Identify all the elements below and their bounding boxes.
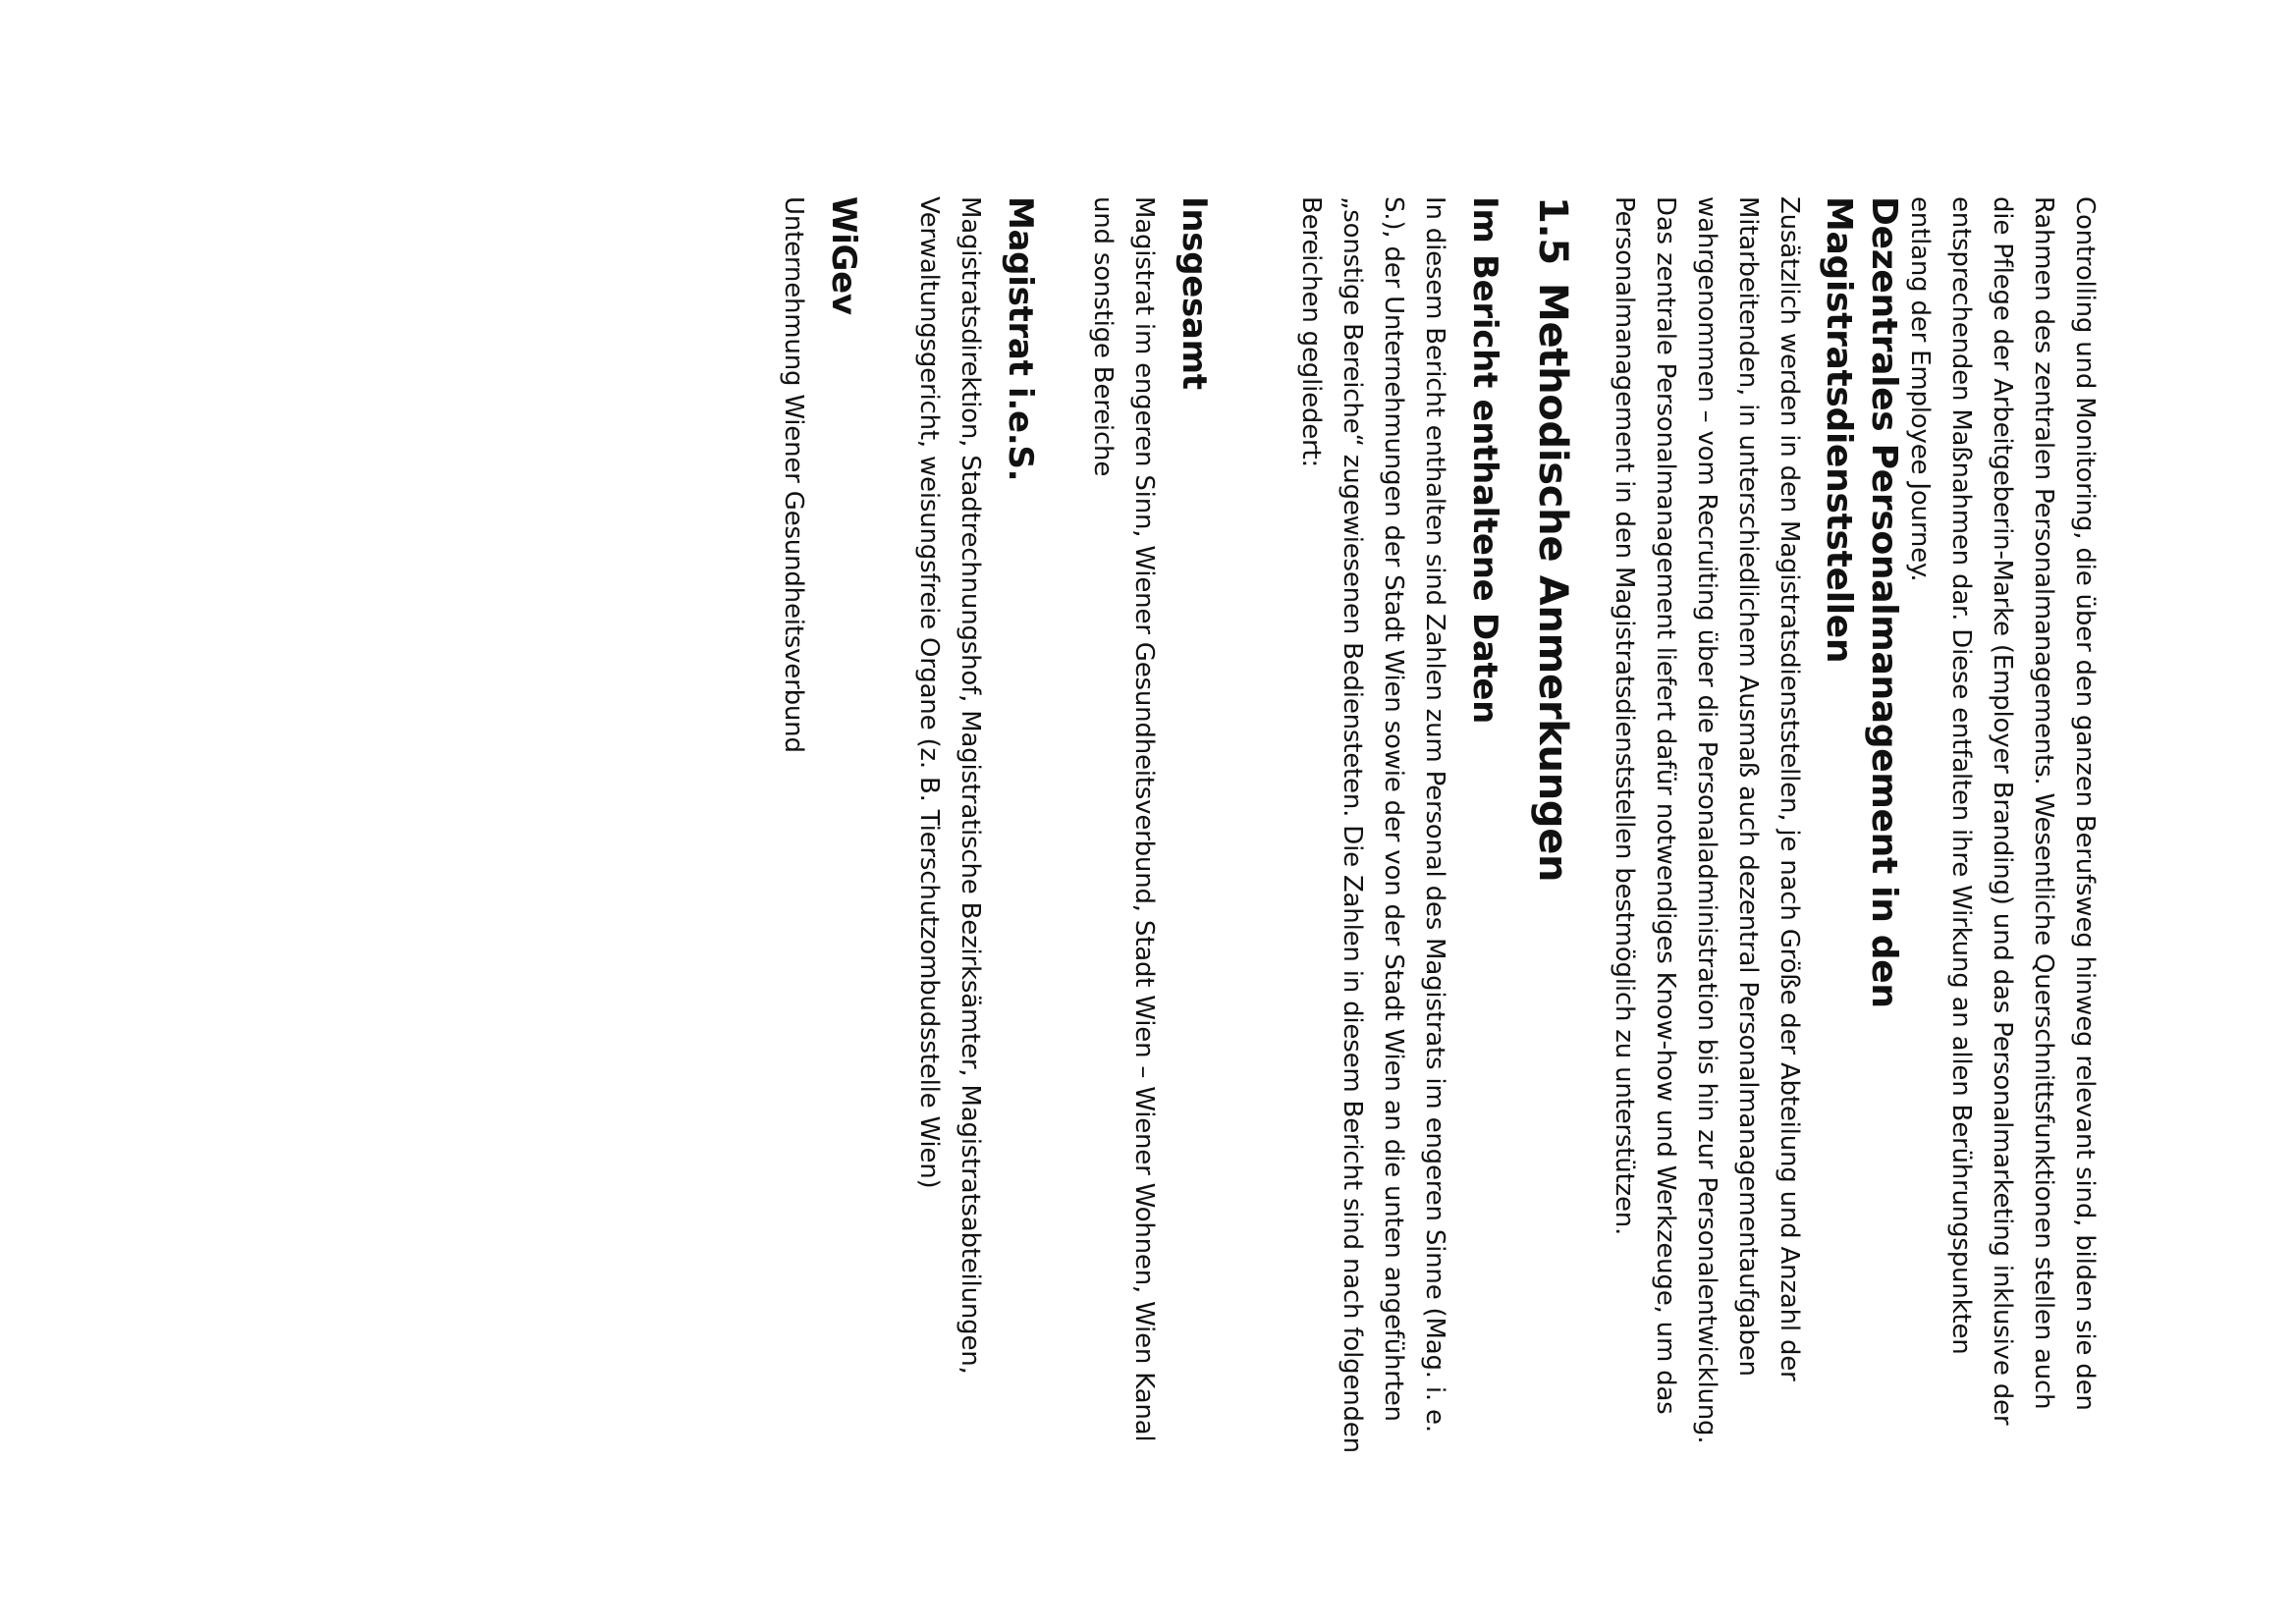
definition-term: Insgesamt (1174, 196, 1214, 390)
definition-wigev (773, 196, 865, 1453)
daten-paragraph: In diesem Bericht enthalten sind Zahlen zum Personal des Magistrats im engeren Sinne (Mag. i. e. S.), der Unternehmungen der Stadt Wien sowie der von der Stadt Wien an die unten angeführten „sonstige Bereiche“ zugewiesenen Bediensteten. Die Zahlen in diesem Bericht sind nach folgenden Bereichen gegliedert: (1296, 196, 1449, 1453)
intro-paragraph: Controlling und Monitoring, die über den ganzen Berufsweg hinweg relevant sind, bilden sie den Rahmen des zentralen Personalmanagements. Wesentliche Querschnittsfunktionen stellen auch die Pflege der Arbeitgeberin-Marke (Employer Branding) und das Personalmarketing inklusive der entsprechenden Maßnahmen dar. Diese entfalten ihre Wirkung an allen Berührungspunkten entlang der Employee Journey. (1905, 196, 2100, 1426)
definition-term: WiGev (824, 196, 863, 315)
definition-term: Magistrat i.e.S. (1001, 196, 1040, 482)
daten-section (1290, 196, 1506, 1453)
chapter-section (1528, 196, 1577, 1453)
intro-section (1899, 196, 2105, 1453)
daten-heading: Im Bericht enthaltene Daten (1465, 196, 1504, 725)
chapter-heading (1528, 196, 1577, 1453)
chapter-title: Methodische Anmerkungen (1530, 282, 1575, 883)
definition-text: Magistrat im engeren Sinn, Wiener Gesundheitsverbund, Stadt Wien – Wiener Wohnen, Wien Kanal und sonstige Bereiche (1088, 196, 1159, 1442)
dezentral-heading: Dezentrales Personalmanagement in den Magistratsdienststellen (1819, 196, 1904, 1008)
chapter-number: 1.5 (1530, 196, 1575, 265)
dezentral-paragraph: Zusätzlich werden in den Magistratsdienststellen, je nach Größe der Abteilung und Anzahl der Mitarbeitenden, in unterschiedlichem Ausmaß auch dezentral Personalmanagementaufgaben wahrgenommen – vom Recruiting über die Personaladministration bis hin zur Personalentwicklung. Das zentrale Personalmanagement liefert dafür notwendiges Know-how und Werkzeuge, um das Personalmanagement in den Magistratsdienststellen bestmöglich zu unterstützen. (1610, 196, 1804, 1444)
dezentral-section (1604, 196, 1906, 1453)
definition-text: Unternehmung Wiener Gesundheitsverbund (779, 196, 808, 753)
definition-text: Magistratsdirektion, Stadtrechnungshof, Magistratische Bezirksämter, Magistratsabteilungen, Verwaltungsgericht, weisungsfreie Organe (z. B. Tierschutzombudsstelle Wien) (914, 196, 985, 1375)
definition-magistrat (908, 196, 1042, 1453)
definition-insgesamt (1082, 196, 1216, 1453)
